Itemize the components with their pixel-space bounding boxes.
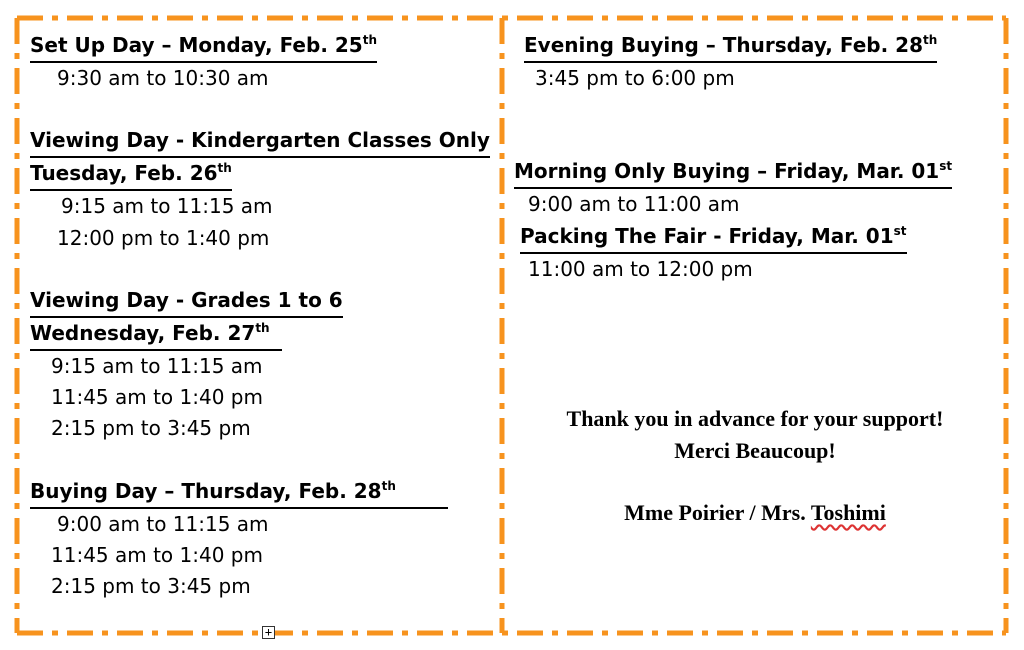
buying-time-2: 11:45 am to 1:40 pm — [51, 543, 263, 568]
move-handle-icon[interactable]: + — [262, 626, 275, 639]
viewing-k-time-2: 12:00 pm to 1:40 pm — [57, 225, 270, 250]
buying-time-3: 2:15 pm to 3:45 pm — [51, 574, 251, 599]
viewing-g-time-3: 2:15 pm to 3:45 pm — [51, 416, 251, 441]
morning-buying-time: 9:00 am to 11:00 am — [528, 192, 740, 217]
viewing-g-time-1: 9:15 am to 11:15 am — [51, 353, 263, 378]
viewing-k-heading: Viewing Day - Kindergarten Classes Only — [30, 125, 490, 158]
packing-heading: Packing The Fair - Friday, Mar. 01st — [520, 221, 907, 254]
left-column — [30, 30, 492, 603]
viewing-g-time-2: 11:45 am to 1:40 pm — [51, 385, 263, 410]
signature: Mme Poirier / Mrs. Toshimi — [624, 500, 886, 525]
evening-buying-heading: Evening Buying – Thursday, Feb. 28th — [524, 30, 937, 63]
thank-you-text: Thank you in advance for your support! — [566, 406, 944, 431]
evening-buying-time: 3:45 pm to 6:00 pm — [535, 66, 735, 90]
spellcheck-flagged-name: Toshimi — [810, 500, 886, 525]
viewing-k-date: Tuesday, Feb. 26th — [30, 158, 232, 191]
packing-time: 11:00 am to 12:00 pm — [528, 256, 753, 281]
buying-day-heading: Buying Day – Thursday, Feb. 28th — [30, 476, 448, 509]
merci-text: Merci Beaucoup! — [674, 438, 836, 463]
viewing-g-date: Wednesday, Feb. 27th — [30, 318, 282, 351]
right-column — [514, 30, 994, 285]
viewing-g-heading: Viewing Day - Grades 1 to 6 — [30, 285, 343, 318]
morning-buying-heading: Morning Only Buying – Friday, Mar. 01st — [514, 156, 952, 189]
setup-day-heading: Set Up Day – Monday, Feb. 25th — [30, 30, 377, 63]
setup-time: 9:30 am to 10:30 am — [57, 66, 269, 90]
buying-time-1: 9:00 am to 11:15 am — [57, 511, 269, 536]
viewing-k-time-1: 9:15 am to 11:15 am — [61, 194, 273, 219]
